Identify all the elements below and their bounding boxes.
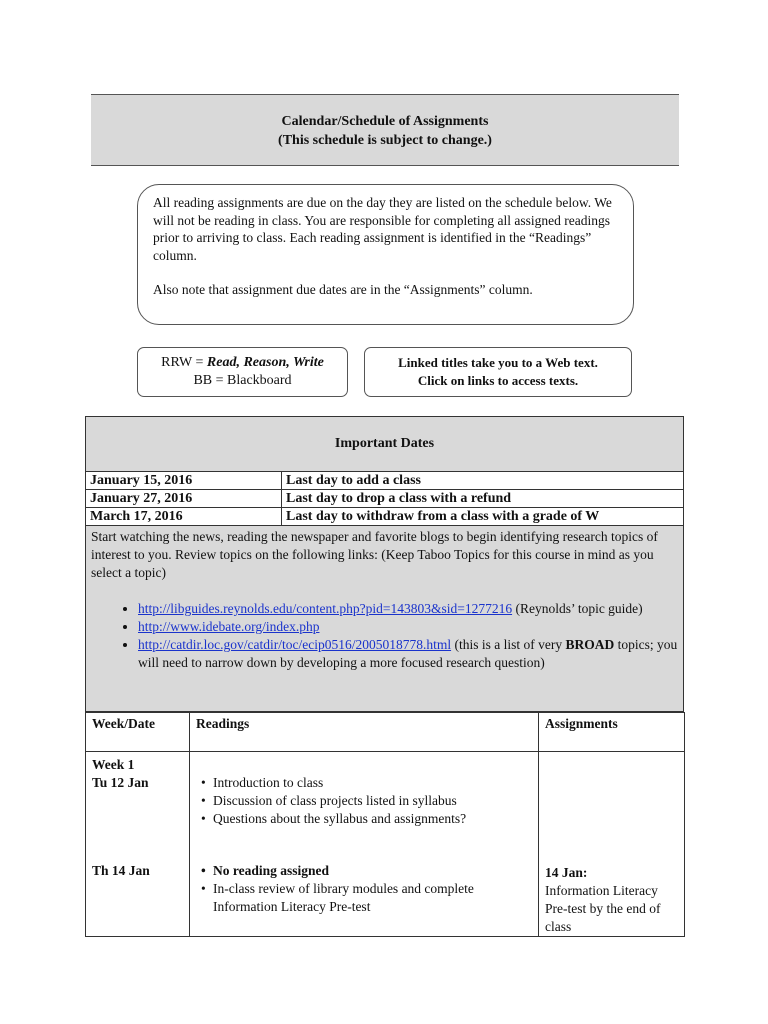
table-row xyxy=(86,508,683,526)
assignments-header: Assignments xyxy=(539,713,685,752)
list-item xyxy=(138,618,678,636)
topic-links-list xyxy=(91,600,678,672)
schedule-header-row xyxy=(86,713,685,752)
research-topics-section xyxy=(85,526,684,712)
event-cell: Last day to withdraw from a class with a grade of W xyxy=(282,508,684,526)
readings-list xyxy=(196,862,532,916)
bb-legend-line: BB = Blackboard xyxy=(193,373,292,388)
rrw-prefix: RRW = xyxy=(161,355,207,370)
week-date-cell xyxy=(86,752,190,937)
abbreviation-legend xyxy=(137,347,348,397)
link-description-tail: topics; you will need to narrow down by developing a more focused research question) xyxy=(138,637,678,670)
schedule-table xyxy=(85,712,685,937)
list-item: • Questions about the syllabus and assignments? xyxy=(196,810,532,828)
reynolds-topic-guide-link[interactable]: http://libguides.reynolds.edu/content.php?pid=143803&sid=1277216 xyxy=(138,601,513,616)
event-cell: Last day to add a class xyxy=(286,473,421,488)
readings-cell xyxy=(190,752,539,937)
broad-emphasis: BROAD xyxy=(565,637,615,652)
rrw-legend-line xyxy=(138,354,347,372)
table-row xyxy=(86,752,685,937)
list-item: • In-class review of library modules and complete Information Literacy Pre-test xyxy=(196,880,532,916)
table-row xyxy=(86,472,683,490)
link-description: (Reynolds’ topic guide) xyxy=(512,601,643,616)
assignment-date: 14 Jan: xyxy=(545,865,588,880)
loc-catalog-link[interactable]: http://catdir.loc.gov/catdir/toc/ecip0516/2005018778.html xyxy=(138,637,452,652)
link-description: (this is a list of very xyxy=(451,637,566,652)
list-item: • Discussion of class projects listed in syllabus xyxy=(196,792,532,810)
important-dates-table xyxy=(86,472,683,525)
page-subtitle: (This schedule is subject to change.) xyxy=(278,133,492,148)
important-dates-title: Important Dates xyxy=(86,417,683,472)
day-label: Th 14 Jan xyxy=(92,863,150,878)
note-paragraph-2: Also note that assignment due dates are in the “Assignments” column. xyxy=(153,282,533,297)
date-cell: January 27, 2016 xyxy=(86,490,282,508)
readings-header: Readings xyxy=(190,713,539,752)
event-cell: Last day to drop a class with a refund xyxy=(282,490,684,508)
date-cell: March 17, 2016 xyxy=(86,508,282,526)
page-title: Calendar/Schedule of Assignments xyxy=(281,114,489,129)
day-label: Tu 12 Jan xyxy=(92,775,149,790)
linked-titles-note xyxy=(364,347,632,397)
topics-intro: Start watching the news, reading the newspaper and favorite blogs to begin identifying research topics of interest to you. Review topics on the following links: (Keep Taboo Topics for this course in mind as you select a topic) xyxy=(91,529,658,580)
week-date-header: Week/Date xyxy=(86,713,190,752)
table-row xyxy=(86,490,683,508)
rrw-value: Read, Reason, Write xyxy=(206,355,324,370)
links-note-line-2: Click on links to access texts. xyxy=(417,373,579,388)
reading-policy-note xyxy=(137,184,634,325)
week-label: Week 1 xyxy=(92,757,135,772)
important-dates-section xyxy=(85,416,684,526)
links-note-line-1: Linked titles take you to a Web text. xyxy=(398,355,598,370)
list-item xyxy=(138,600,678,618)
date-cell: January 15, 2016 xyxy=(86,472,282,490)
list-item: • Introduction to class xyxy=(196,774,532,792)
schedule-header xyxy=(91,94,679,166)
readings-list xyxy=(196,774,532,828)
idebate-link[interactable]: http://www.idebate.org/index.php xyxy=(138,619,320,634)
assignment-text: Information Literacy Pre-test by the end of class xyxy=(545,883,661,934)
assignments-cell xyxy=(539,752,685,937)
note-paragraph-1: All reading assignments are due on the day they are listed on the schedule below. We will not be reading in class. You are responsible for completing all assigned readings prior to arriving to class. Each reading assignment is identified in the “Readings” column. xyxy=(153,195,612,263)
list-item: • No reading assigned xyxy=(196,862,532,880)
list-item xyxy=(138,636,678,672)
